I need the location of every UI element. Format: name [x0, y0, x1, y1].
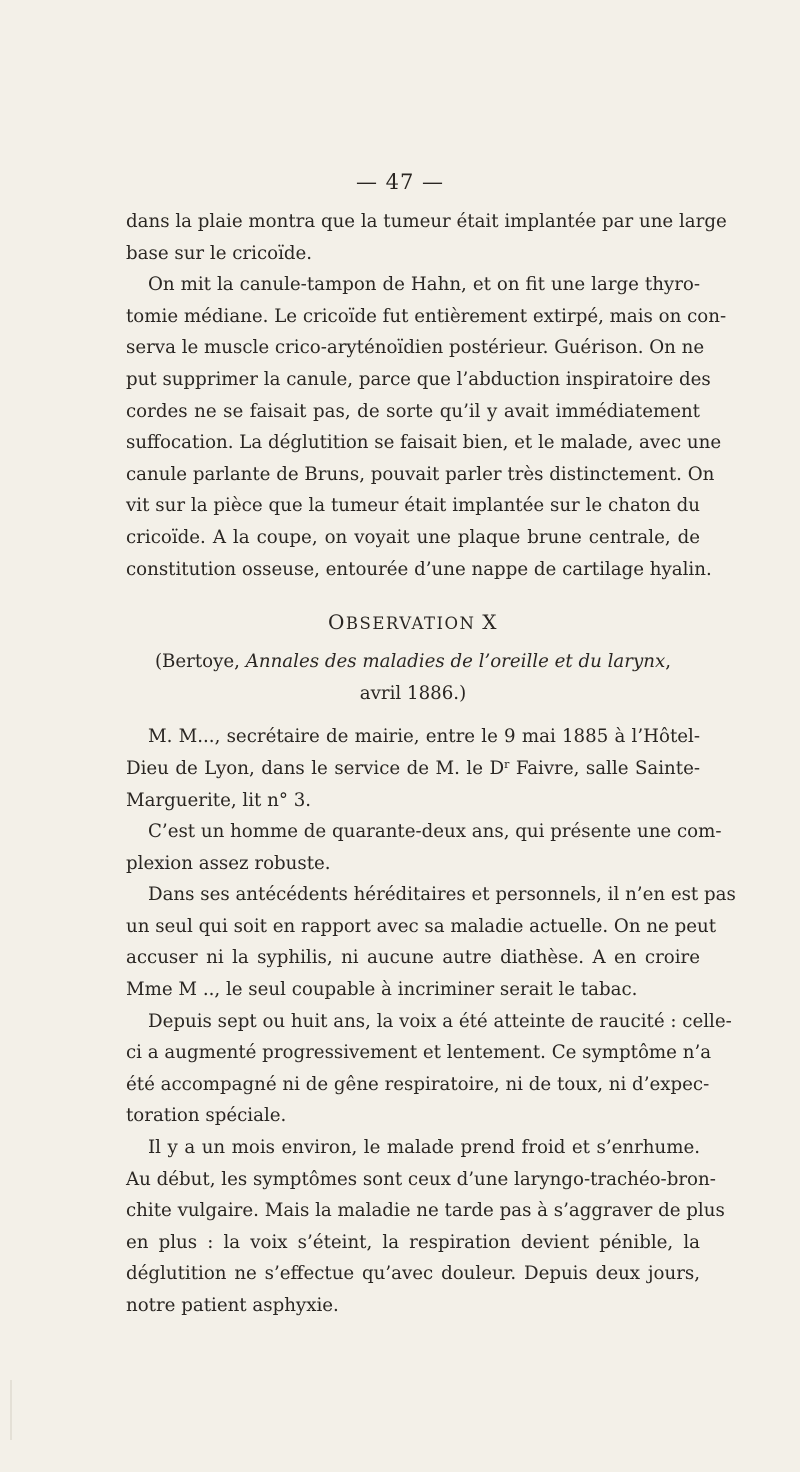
paragraph-admission [126, 721, 700, 816]
paragraph-continuation [126, 206, 727, 269]
paragraph-patient [126, 816, 722, 879]
text-line: Mme M .., le seul coupable à incriminer serait le tabac. [126, 979, 638, 1001]
text-line: Dans ses antécédents héréditaires et personnels, il n’en est pas [148, 884, 736, 906]
paragraph-history [126, 1006, 732, 1132]
text-segment: Faivre, salle Sainte- [509, 757, 700, 779]
paragraph-antecedents [126, 879, 736, 1005]
text-line: base sur le cricoïde. [126, 242, 313, 264]
section-heading [126, 607, 700, 637]
text-line: vit sur la pièce que la tumeur était implantée sur le chaton du [126, 495, 700, 517]
source-reference [126, 646, 700, 709]
text-line: été accompagné ni de gêne respiratoire, ni de toux, ni d’expec- [126, 1073, 710, 1095]
text-line: en plus : la voix s’éteint, la respiration devient pénible, la [126, 1231, 700, 1253]
text-line: put supprimer la canule, parce que l’abduction inspiratoire des [126, 368, 711, 390]
text-line: On mit la canule-tampon de Hahn, et on fit une large thyro- [148, 274, 700, 296]
heading-numeral: X [482, 610, 498, 635]
reference-journal: Annales des maladies de l’oreille et du larynx [245, 651, 666, 673]
reference-separator: , [665, 651, 672, 673]
reference-date: avril 1886.) [359, 682, 467, 704]
text-line: notre patient asphyxie. [126, 1295, 339, 1316]
text-line: suffocation. La déglutition se faisait bien, et le malade, avec une [126, 432, 722, 454]
paragraph-onset [126, 1132, 725, 1322]
text-line: M. M..., secrétaire de mairie, entre le 9 mai 1885 à l’Hôtel- [148, 726, 700, 748]
text-segment: Dieu de Lyon, dans le service de M. le D [126, 757, 505, 779]
page-number: — 47 — [355, 170, 445, 194]
text-line: constitution osseuse, entourée d’une nappe de cartilage hyalin. [126, 558, 712, 580]
heading-rest: BSERVATION [345, 614, 476, 634]
text-line: Il y a un mois environ, le malade prend froid et s’enrhume. [148, 1137, 700, 1159]
text-line: déglutition ne s’effectue qu’avec douleur. Depuis deux jours, [126, 1263, 700, 1285]
text-line: Marguerite, lit n° 3. [126, 789, 312, 811]
body-text [126, 206, 736, 1322]
text-line [126, 753, 700, 785]
text-line: plexion assez robuste. [126, 852, 331, 874]
page-edge-shadow [10, 1380, 12, 1440]
text-line: tomie médiane. Le cricoïde fut entièrement extirpé, mais on con- [126, 305, 727, 327]
paragraph-surgery [126, 269, 727, 585]
text-line: dans la plaie montra que la tumeur était implantée par une large [126, 211, 727, 232]
text-line: Au début, les symptômes sont ceux d’une laryngo-trachéo-bron- [126, 1168, 716, 1190]
superscript: r [504, 757, 510, 771]
text-line: C’est un homme de quarante-deux ans, qui présente une com- [148, 821, 722, 843]
text-line: ci a augmenté progressivement et lentement. Ce symptôme n’a [126, 1042, 712, 1064]
text-line: un seul qui soit en rapport avec sa maladie actuelle. On ne peut [126, 915, 717, 937]
reference-line [126, 646, 700, 678]
text-line: Depuis sept ou huit ans, la voix a été atteinte de raucité : celle- [148, 1010, 732, 1032]
heading-initial: O [327, 610, 346, 635]
reference-author: (Bertoye, [154, 651, 246, 673]
text-line: cricoïde. A la coupe, on voyait une plaque brune centrale, de [126, 526, 700, 548]
text-line: canule parlante de Bruns, pouvait parler très distinctement. On [126, 463, 715, 485]
text-line: serva le muscle crico-aryténoïdien postérieur. Guérison. On ne [126, 337, 705, 359]
text-line: chite vulgaire. Mais la maladie ne tarde pas à s’aggraver de plus [126, 1200, 725, 1222]
text-line: toration spéciale. [126, 1105, 287, 1127]
text-line: cordes ne se faisait pas, de sorte qu’il y avait immédiatement [126, 400, 700, 422]
text-line: accuser ni la syphilis, ni aucune autre diathèse. A en croire [126, 947, 700, 969]
